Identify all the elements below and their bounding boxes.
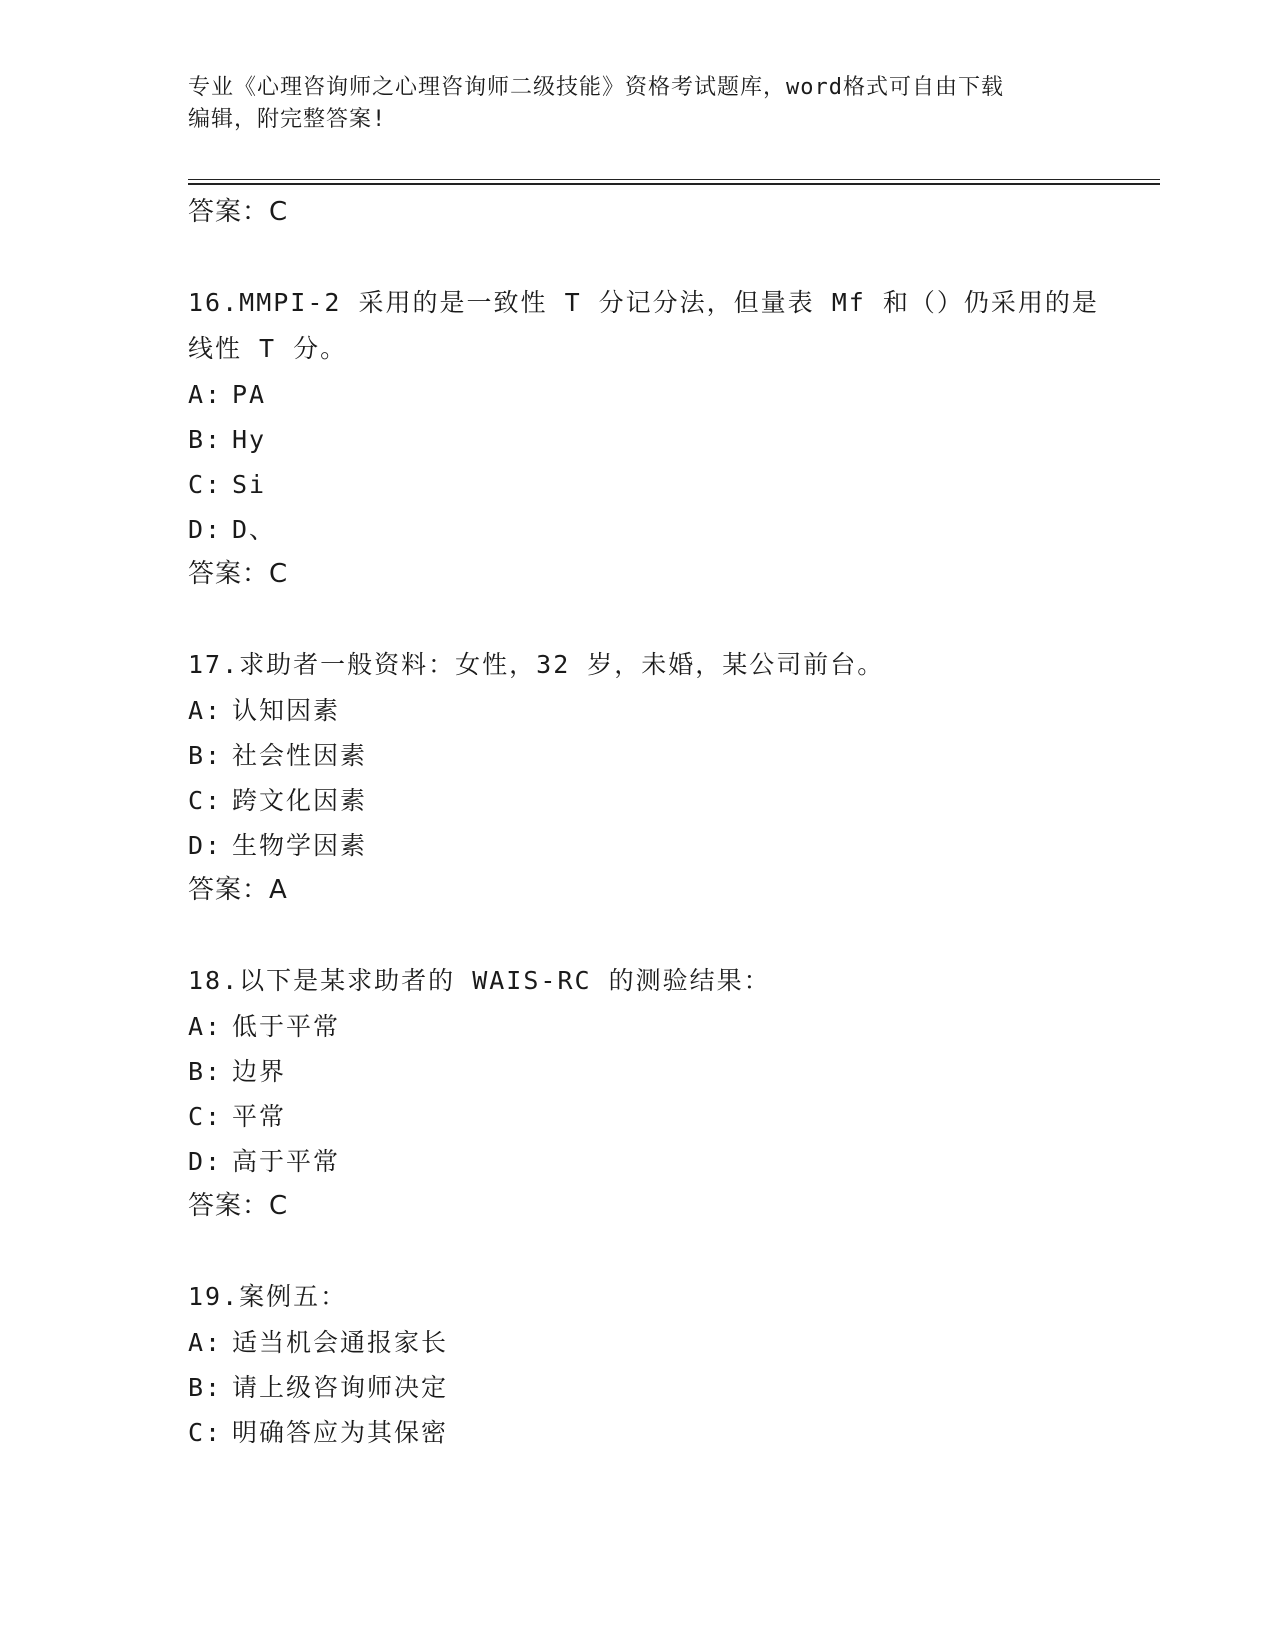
question-16 <box>188 280 1148 596</box>
option-b <box>188 1049 1148 1094</box>
option-text: 社会性因素 <box>232 741 368 770</box>
option-label: B: <box>188 1057 223 1086</box>
option-a <box>188 1004 1148 1049</box>
option-b <box>188 733 1148 778</box>
option-text: 平常 <box>232 1102 287 1131</box>
option-text: 认知因素 <box>232 696 341 725</box>
option-label: C: <box>188 470 223 499</box>
option-label: A: <box>188 696 223 725</box>
option-c <box>188 1094 1148 1139</box>
option-label: B: <box>188 1373 223 1402</box>
question-line: 18.以下是某求助者的 WAIS-RC 的测验结果： <box>188 966 771 995</box>
answer-line: 答案：A <box>188 875 288 905</box>
header-line-1: 专业《心理咨询师之心理咨询师二级技能》资格考试题库，word格式可自由下载 <box>188 75 1004 100</box>
option-label: B: <box>188 425 223 454</box>
option-label: A: <box>188 1328 223 1357</box>
question-text <box>188 280 1148 372</box>
option-label: D: <box>188 515 223 544</box>
header-line-2: 编辑，附完整答案! <box>188 107 387 132</box>
question-17 <box>188 642 1148 912</box>
question-line: 线性 T 分。 <box>188 334 348 363</box>
option-text: 适当机会通报家长 <box>232 1328 449 1357</box>
option-text: 跨文化因素 <box>232 786 368 815</box>
option-label: C: <box>188 1418 223 1447</box>
option-text: 生物学因素 <box>232 831 368 860</box>
question-line: 17.求助者一般资料：女性，32 岁，未婚，某公司前台。 <box>188 650 885 679</box>
question-list <box>188 190 1148 1455</box>
option-c <box>188 778 1148 823</box>
option-label: B: <box>188 741 223 770</box>
option-text: 请上级咨询师决定 <box>232 1373 449 1402</box>
document-header <box>188 72 1088 136</box>
header-divider-thick <box>188 183 1160 185</box>
option-a <box>188 688 1148 733</box>
option-d <box>188 507 1148 552</box>
option-text: 边界 <box>232 1057 287 1086</box>
question-18 <box>188 958 1148 1228</box>
option-label: A: <box>188 380 223 409</box>
option-text: Si <box>232 470 267 499</box>
option-label: D: <box>188 1147 223 1176</box>
option-b <box>188 417 1148 462</box>
option-a <box>188 1320 1148 1365</box>
answer-line: 答案：C <box>188 1191 289 1221</box>
option-a <box>188 372 1148 417</box>
option-text: 高于平常 <box>232 1147 341 1176</box>
option-d <box>188 1139 1148 1184</box>
option-label: C: <box>188 786 223 815</box>
option-label: A: <box>188 1012 223 1041</box>
header-divider-thin <box>188 179 1160 180</box>
question-19 <box>188 1274 1148 1455</box>
answer-line: 答案：C <box>188 197 289 227</box>
answer-line: 答案：C <box>188 559 289 589</box>
option-text: 低于平常 <box>232 1012 341 1041</box>
option-text: D、 <box>232 515 277 544</box>
option-text: PA <box>232 380 267 409</box>
option-c <box>188 462 1148 507</box>
question-line: 16.MMPI-2 采用的是一致性 T 分记分法，但量表 Mf 和（）仍采用的是 <box>188 288 1099 317</box>
question-line: 19.案例五： <box>188 1282 348 1311</box>
question-text <box>188 958 1148 1004</box>
question-text <box>188 1274 1148 1320</box>
option-b <box>188 1365 1148 1410</box>
option-label: C: <box>188 1102 223 1131</box>
option-text: 明确答应为其保密 <box>232 1418 449 1447</box>
option-d <box>188 823 1148 868</box>
option-text: Hy <box>232 425 267 454</box>
option-c <box>188 1410 1148 1455</box>
question-text <box>188 642 1148 688</box>
option-label: D: <box>188 831 223 860</box>
